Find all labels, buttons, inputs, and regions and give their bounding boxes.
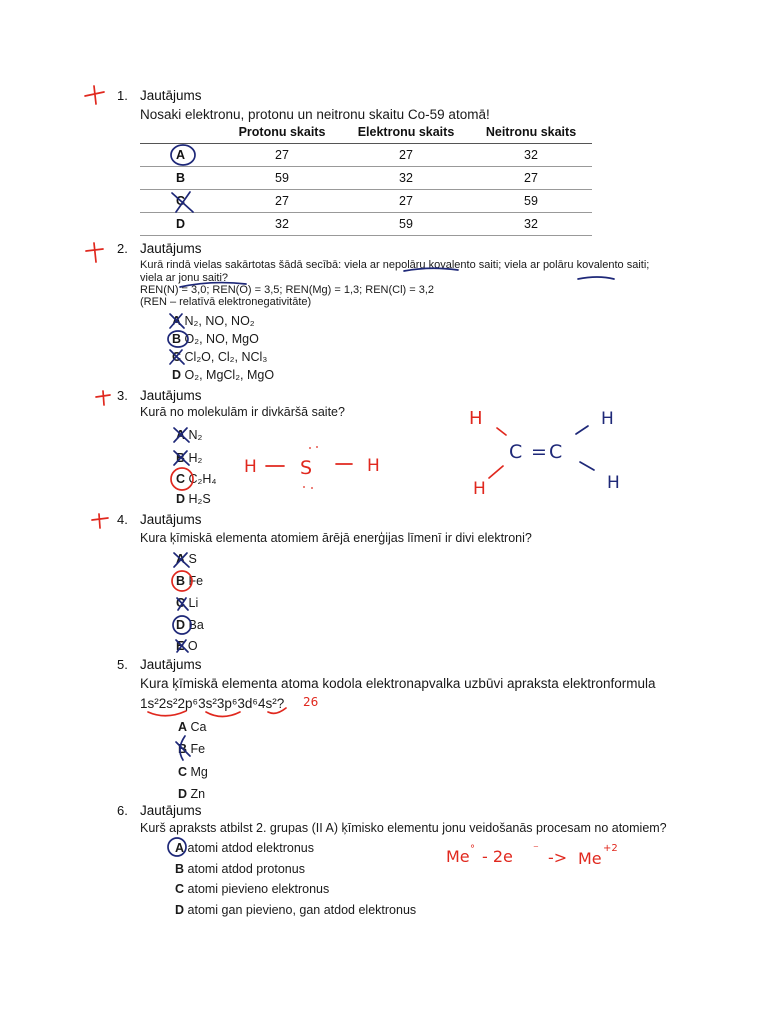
table-header-cell: Protonu skaits bbox=[222, 121, 342, 144]
option-letter: D bbox=[176, 618, 186, 632]
option-text: O bbox=[187, 639, 198, 653]
option-letter: D bbox=[178, 787, 188, 801]
option-letter: C bbox=[175, 882, 185, 896]
option-text: Li bbox=[188, 596, 199, 610]
formula-bracket bbox=[148, 711, 186, 716]
question-3-number: 3. bbox=[117, 388, 128, 403]
q4-answer-circle bbox=[172, 571, 192, 591]
q5-note-26: 26 bbox=[303, 695, 319, 709]
question-6-title: Jautājums bbox=[140, 803, 202, 818]
ethene-bond bbox=[576, 426, 588, 434]
ethene-letter: H bbox=[607, 473, 620, 493]
option-letter: C bbox=[176, 472, 186, 486]
q2-cross-c bbox=[170, 350, 184, 364]
question-4-text: Kura ķīmiskā elementa atomiem ārējā enerģijas līmenī ir divi elektroni? bbox=[140, 531, 532, 545]
ethene-letter: H bbox=[601, 409, 614, 429]
lone-pair-dot bbox=[311, 487, 313, 489]
equation-part: - 2e bbox=[482, 847, 513, 866]
question-4-number: 4. bbox=[117, 512, 128, 527]
plus-mark-q2 bbox=[86, 243, 103, 262]
option-letter: C bbox=[176, 596, 186, 610]
option-letter: A bbox=[175, 841, 185, 855]
equation-part: ⁻ bbox=[533, 842, 539, 855]
q4-cross-c bbox=[177, 598, 188, 610]
row-label[interactable]: B bbox=[140, 167, 222, 190]
option-text: C₂H₄ bbox=[188, 472, 217, 486]
option-text: Fe bbox=[190, 742, 206, 756]
table-cell: 27 bbox=[342, 190, 470, 213]
q4-circle-d bbox=[173, 616, 191, 634]
q3-cross-a bbox=[174, 428, 189, 442]
option-text: H₂ bbox=[188, 451, 203, 465]
question-2-text-line1: Kurā rindā vielas sakārtotas šādā secībā: viela ar nepolāru kovalento saiti; viela ar polāru kovalento saiti; bbox=[140, 259, 650, 271]
question-3-title: Jautājums bbox=[140, 388, 202, 403]
plus-mark-q1 bbox=[85, 86, 104, 104]
option-letter: E bbox=[176, 639, 185, 653]
option-text: atomi atdod protonus bbox=[187, 862, 305, 876]
ethene-letter: H bbox=[473, 479, 486, 499]
option-text: Mg bbox=[190, 765, 208, 779]
q1-cross-mark bbox=[172, 192, 193, 212]
table-cell: 32 bbox=[470, 144, 592, 167]
option-letter: B bbox=[178, 742, 188, 756]
option-text: S bbox=[188, 552, 197, 566]
question-6-text: Kurš apraksts atbilst 2. grupas (II A) ķīmisko elementu jonu veidošanās procesam no atomiem? bbox=[140, 821, 667, 835]
ethene-letter: = bbox=[531, 441, 547, 463]
option-letter: B bbox=[176, 574, 186, 588]
q2-answer-circle bbox=[168, 331, 188, 347]
lone-pair-dot bbox=[316, 446, 318, 448]
row-label[interactable]: D bbox=[140, 213, 222, 236]
q4-cross-a bbox=[174, 553, 189, 567]
question-2-text-line2: viela ar jonu saiti? bbox=[140, 272, 229, 284]
option-text: O₂, NO, MgO bbox=[184, 332, 259, 346]
option-text: N₂, NO, NO₂ bbox=[184, 314, 255, 328]
ethene-bond bbox=[580, 462, 594, 470]
question-2-text-line3: REN(N) = 3,0; REN(O) = 3,5; REN(Mg) = 1,3; REN(Cl) = 3,2 bbox=[140, 284, 435, 296]
h2s-letter-h1: H bbox=[244, 457, 257, 477]
question-1-number: 1. bbox=[117, 88, 128, 103]
option-letter: B bbox=[176, 451, 186, 465]
table-cell: 59 bbox=[342, 213, 470, 236]
option-letter: C bbox=[172, 350, 182, 364]
table-cell: 59 bbox=[222, 167, 342, 190]
ethene-bond bbox=[497, 428, 506, 435]
option-text: Zn bbox=[190, 787, 206, 801]
option-text: O₂, MgCl₂, MgO bbox=[184, 368, 275, 382]
ethene-bond bbox=[489, 466, 503, 478]
option-text: atomi atdod elektronus bbox=[187, 841, 314, 855]
table-cell: 27 bbox=[222, 144, 342, 167]
lone-pair-dot bbox=[303, 486, 305, 488]
question-2-title: Jautājums bbox=[140, 241, 202, 256]
option-text: N₂ bbox=[188, 428, 203, 442]
ethene-structure-sketch bbox=[469, 408, 620, 499]
row-label[interactable]: C bbox=[140, 190, 222, 213]
table-cell: 27 bbox=[470, 167, 592, 190]
table-cell: 32 bbox=[470, 213, 592, 236]
q3-cross-b bbox=[174, 451, 189, 465]
question-3-text: Kurā no molekulām ir divkāršā saite? bbox=[140, 405, 345, 419]
question-5-title: Jautājums bbox=[140, 657, 202, 672]
underline-nepolaru bbox=[404, 268, 458, 271]
question-5-text: Kura ķīmiskā elementa atoma kodola elektronapvalka uzbūvi apraksta elektronformula bbox=[140, 676, 656, 691]
q5-answer-mark bbox=[176, 742, 190, 756]
option-text: atomi pievieno elektronus bbox=[187, 882, 330, 896]
option-text: Cl₂O, Cl₂, NCl₃ bbox=[184, 350, 268, 364]
table-header-cell: Elektronu skaits bbox=[342, 121, 470, 144]
formula-bracket bbox=[268, 708, 286, 713]
equation-part: Me bbox=[578, 849, 602, 868]
h2s-letter-s: S bbox=[300, 457, 313, 479]
question-1-title: Jautājums bbox=[140, 88, 202, 103]
equation-part: -> bbox=[548, 848, 568, 867]
equation-part: +2 bbox=[603, 843, 618, 854]
table-cell: 27 bbox=[342, 144, 470, 167]
question-4-title: Jautājums bbox=[140, 512, 202, 527]
option-text: Fe bbox=[188, 574, 204, 588]
option-letter: A bbox=[178, 720, 188, 734]
ethene-letter: C bbox=[549, 441, 563, 463]
q4-cross-e bbox=[176, 640, 188, 652]
question-2-number: 2. bbox=[117, 241, 128, 256]
q1-answer-circle bbox=[171, 145, 195, 165]
plus-mark-q3 bbox=[96, 391, 110, 405]
option-letter: D bbox=[176, 492, 186, 506]
equation-part: Me bbox=[446, 847, 470, 866]
ethene-letter: H bbox=[469, 408, 483, 429]
option-letter: B bbox=[172, 332, 182, 346]
ethene-letter: C bbox=[509, 441, 523, 463]
question-2-text-line4: (REN – relatīvā elektronegativitāte) bbox=[140, 296, 312, 308]
question-6-number: 6. bbox=[117, 803, 128, 818]
q6-ion-equation bbox=[446, 842, 618, 868]
table-cell: 59 bbox=[470, 190, 592, 213]
option-letter: A bbox=[172, 314, 182, 328]
option-text: Ba bbox=[188, 618, 204, 632]
option-text: H₂S bbox=[188, 492, 211, 506]
option-letter: A bbox=[176, 552, 186, 566]
option-letter: C bbox=[178, 765, 188, 779]
option-letter: B bbox=[175, 862, 185, 876]
formula-bracket bbox=[206, 712, 240, 717]
option-letter: D bbox=[175, 903, 185, 917]
underline-jonu-saiti bbox=[180, 283, 246, 287]
underline-polaru bbox=[578, 277, 614, 279]
option-text: atomi gan pievieno, gan atdod elektronus bbox=[187, 903, 417, 917]
q5-formula: 1s²2s²2p⁶3s²3p⁶3d⁶4s²? bbox=[140, 696, 285, 711]
lone-pair-dot bbox=[309, 447, 311, 449]
h2s-structure-sketch bbox=[244, 446, 380, 489]
equation-part: ° bbox=[470, 844, 475, 855]
q3-answer-circle bbox=[171, 468, 193, 490]
q6-answer-circle bbox=[168, 838, 186, 856]
table-cell: 27 bbox=[222, 190, 342, 213]
table-cell: 32 bbox=[342, 167, 470, 190]
question-5-number: 5. bbox=[117, 657, 128, 672]
option-letter: A bbox=[176, 428, 186, 442]
table-header-cell: Neitronu skaits bbox=[470, 121, 592, 144]
q2-cross-a bbox=[170, 314, 184, 328]
row-label[interactable]: A bbox=[140, 144, 222, 167]
question-1-text: Nosaki elektronu, protonu un neitronu skaitu Co-59 atomā! bbox=[140, 107, 490, 122]
h2s-letter-h2: H bbox=[367, 456, 380, 476]
table-cell: 32 bbox=[222, 213, 342, 236]
option-letter: D bbox=[172, 368, 182, 382]
option-text: Ca bbox=[190, 720, 207, 734]
plus-mark-q4 bbox=[92, 514, 108, 528]
